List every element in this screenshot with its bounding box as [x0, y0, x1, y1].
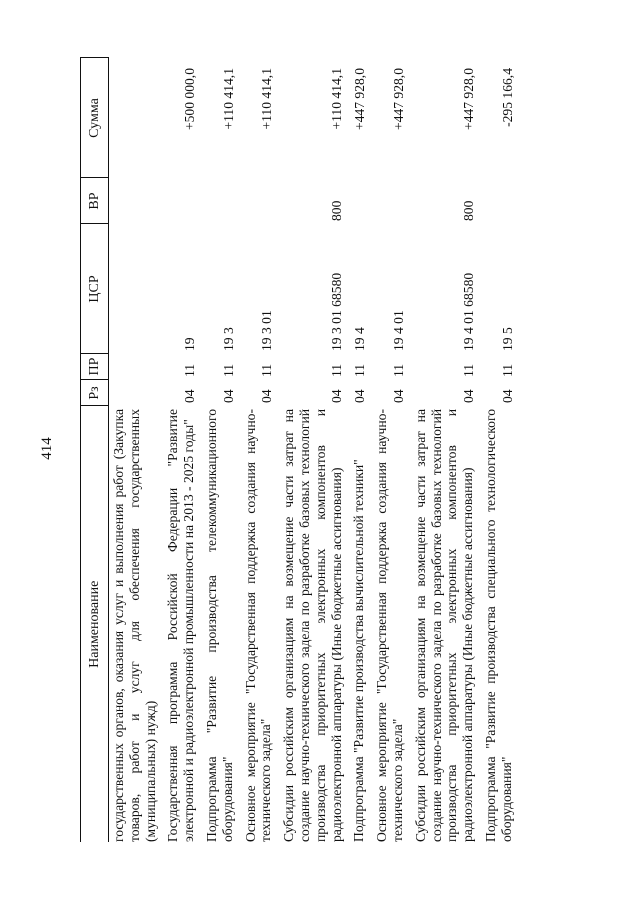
header-vr: ВР [81, 178, 109, 224]
row-name: Подпрограмма "Развитие производства вычислительной техники" [351, 459, 367, 842]
header-pr: ПР [81, 354, 109, 380]
row-vr [241, 178, 280, 224]
row-rz: 04 [259, 389, 275, 403]
table-row [163, 58, 202, 842]
row-csr: 19 3 01 68580 [329, 272, 345, 351]
row-vr [163, 178, 202, 224]
row-rz: 04 [460, 389, 476, 403]
row-vr [349, 178, 372, 224]
row-sum: +110 414,1 [329, 68, 345, 130]
row-rz: 04 [220, 389, 236, 403]
row-sum: +110 414,1 [220, 68, 236, 130]
row-name: Подпрограмма "Развитие производства телекоммуникационного оборудования" [203, 409, 235, 842]
table-row [241, 58, 280, 842]
row-rz: 04 [181, 389, 197, 403]
row-name: Государственная программа Российской Федерации "Развитие электронной и радиоэлектронной промышленности на 2013 - 2025 годы" [165, 409, 197, 842]
rotated-page-content [80, 58, 585, 842]
row-rz: 04 [352, 389, 368, 403]
row-vr [372, 178, 411, 224]
header-name: Наименование [81, 406, 109, 842]
row-name: Основное мероприятие "Государственная поддержка создания научно-технического задела" [242, 409, 274, 842]
row-csr: 19 [181, 337, 197, 351]
header-rz: Рз [81, 380, 109, 406]
table-row [349, 58, 372, 842]
row-name: Субсидии российским организациям на возмещение части затрат на создание научно-технического задела по разработке базовых технологий производства приоритетных электронных компонентов и радиоэлектронной аппаратуры (Иные бюджетные ассигнования) [412, 409, 476, 842]
row-pr [109, 354, 164, 380]
header-sum: Сумма [81, 58, 109, 178]
row-sum: -295 166,4 [499, 68, 515, 127]
row-rz: 04 [390, 389, 406, 403]
row-csr: 19 4 01 [390, 310, 406, 351]
row-csr: 19 3 01 [259, 310, 275, 351]
table-row [481, 58, 520, 842]
row-pr: 11 [181, 363, 197, 377]
row-pr: 11 [352, 363, 368, 377]
row-csr: 19 4 01 68580 [460, 272, 476, 351]
row-vr [109, 178, 164, 224]
row-name: государственных органов, оказания услуг и выполнения работ (Закупка товаров, работ и услуг для обеспечения государственных (муниципальных) нужд) [111, 409, 158, 842]
table-row [372, 58, 411, 842]
row-sum: +500 000,0 [181, 68, 197, 131]
row-rz: 04 [329, 389, 345, 403]
table-row [109, 58, 164, 842]
row-pr: 11 [259, 363, 275, 377]
row-rz: 04 [499, 389, 515, 403]
row-name: Субсидии российским организациям на возмещение части затрат на создание научно-технического задела по разработке базовых технологий производства приоритетных электронных компонентов и радиоэлектронной аппаратуры (Иные бюджетные ассигнования) [281, 409, 344, 842]
row-sum: +447 928,0 [390, 68, 406, 131]
row-sum [109, 58, 164, 178]
row-sum: +447 928,0 [352, 68, 368, 131]
row-pr: 11 [220, 363, 236, 377]
row-name: Основное мероприятие "Государственная поддержка создания научно-технического задела" [374, 409, 405, 842]
row-csr: 19 4 [352, 327, 368, 351]
row-pr: 11 [390, 363, 406, 377]
row-sum: +447 928,0 [460, 68, 476, 131]
row-vr: 800 [460, 200, 476, 221]
row-vr [481, 178, 520, 224]
table-row [411, 58, 481, 842]
row-vr [202, 178, 241, 224]
budget-table [80, 58, 520, 843]
row-csr: 19 5 [499, 327, 515, 351]
row-sum: +110 414,1 [259, 68, 275, 130]
row-name: Подпрограмма "Развитие производства специального технологического оборудования" [482, 409, 514, 842]
row-csr: 19 3 [220, 327, 236, 351]
row-pr: 11 [329, 363, 345, 377]
row-vr: 800 [329, 200, 345, 221]
row-rz [109, 380, 164, 406]
table-row [202, 58, 241, 842]
header-csr: ЦСР [81, 224, 109, 354]
row-pr: 11 [460, 363, 476, 377]
table-row [279, 58, 349, 842]
row-csr [109, 224, 164, 354]
table-header-row [81, 58, 109, 842]
page-number: 414 [38, 437, 55, 460]
row-pr: 11 [499, 363, 515, 377]
